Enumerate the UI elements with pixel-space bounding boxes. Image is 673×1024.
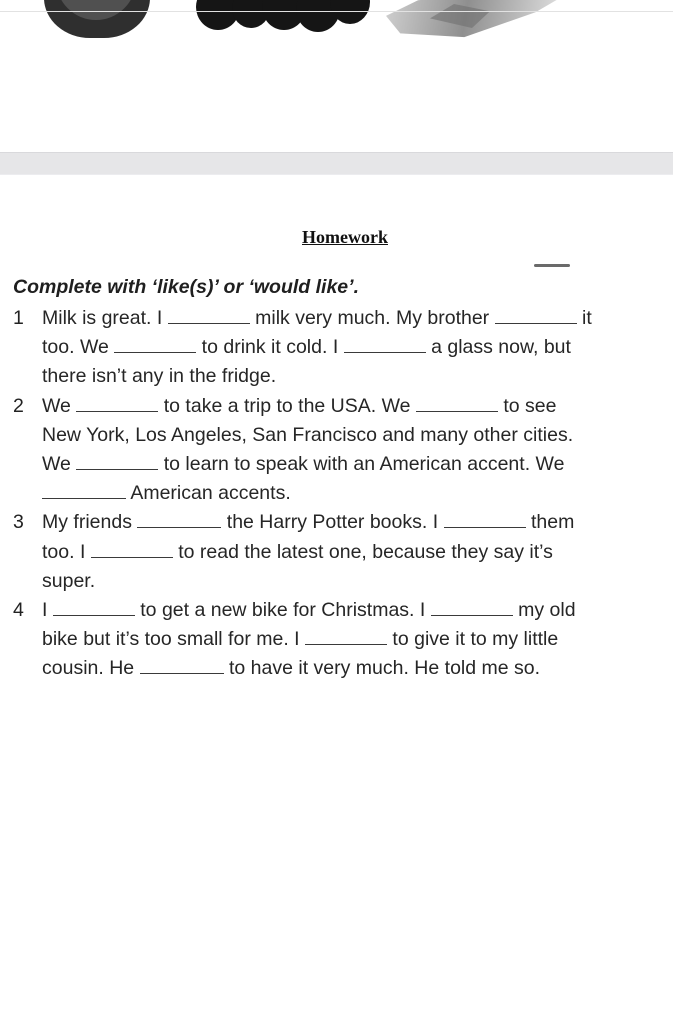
food-picture-strip — [0, 0, 673, 40]
item-line: Milk is great. I milk very much. My brother it — [42, 307, 592, 329]
item-line: there isn’t any in the fridge. — [42, 365, 277, 388]
answer-blank[interactable] — [305, 627, 387, 645]
item-line: bike but it’s too small for me. I to give it to my little — [42, 628, 559, 651]
item-line: We to take a trip to the USA. We to see — [42, 394, 557, 417]
item-line: We to learn to speak with an American accent. We — [42, 452, 565, 475]
answer-blank[interactable] — [91, 540, 173, 558]
page-title: Homework — [302, 227, 388, 247]
answer-blank[interactable] — [42, 481, 126, 499]
page-separator-band — [0, 152, 673, 175]
top-divider — [0, 11, 673, 12]
answer-blank[interactable] — [431, 598, 513, 616]
item-line: I to get a new bike for Christmas. I my old — [42, 599, 576, 621]
answer-blank[interactable] — [168, 306, 250, 324]
exercise-instruction: Complete with ‘like(s)’ or ‘would like’. — [13, 276, 359, 298]
item-number: 4 — [13, 599, 24, 621]
answer-blank[interactable] — [76, 452, 158, 470]
item-line: super. — [42, 569, 96, 592]
item-line: New York, Los Angeles, San Francisco and many other cities. — [42, 423, 574, 446]
item-number: 1 — [13, 307, 24, 329]
answer-blank[interactable] — [140, 656, 224, 674]
answer-blank[interactable] — [416, 394, 498, 412]
pen-mark — [534, 264, 570, 267]
item-line: American accents. — [42, 479, 291, 508]
item-line: cousin. He to have it very much. He told me so. — [42, 657, 541, 680]
answer-blank[interactable] — [495, 306, 577, 324]
answer-blank[interactable] — [76, 394, 158, 412]
answer-blank[interactable] — [444, 510, 526, 528]
item-number: 2 — [13, 394, 24, 417]
item-line: My friends the Harry Potter books. I them — [42, 511, 575, 534]
item-line: too. We to drink it cold. I a glass now, but — [42, 336, 571, 359]
answer-blank[interactable] — [137, 510, 221, 528]
item-number: 3 — [13, 511, 24, 534]
answer-blank[interactable] — [114, 335, 196, 353]
answer-blank[interactable] — [344, 335, 426, 353]
item-line: too. I to read the latest one, because they say it’s — [42, 540, 553, 563]
answer-blank[interactable] — [53, 598, 135, 616]
